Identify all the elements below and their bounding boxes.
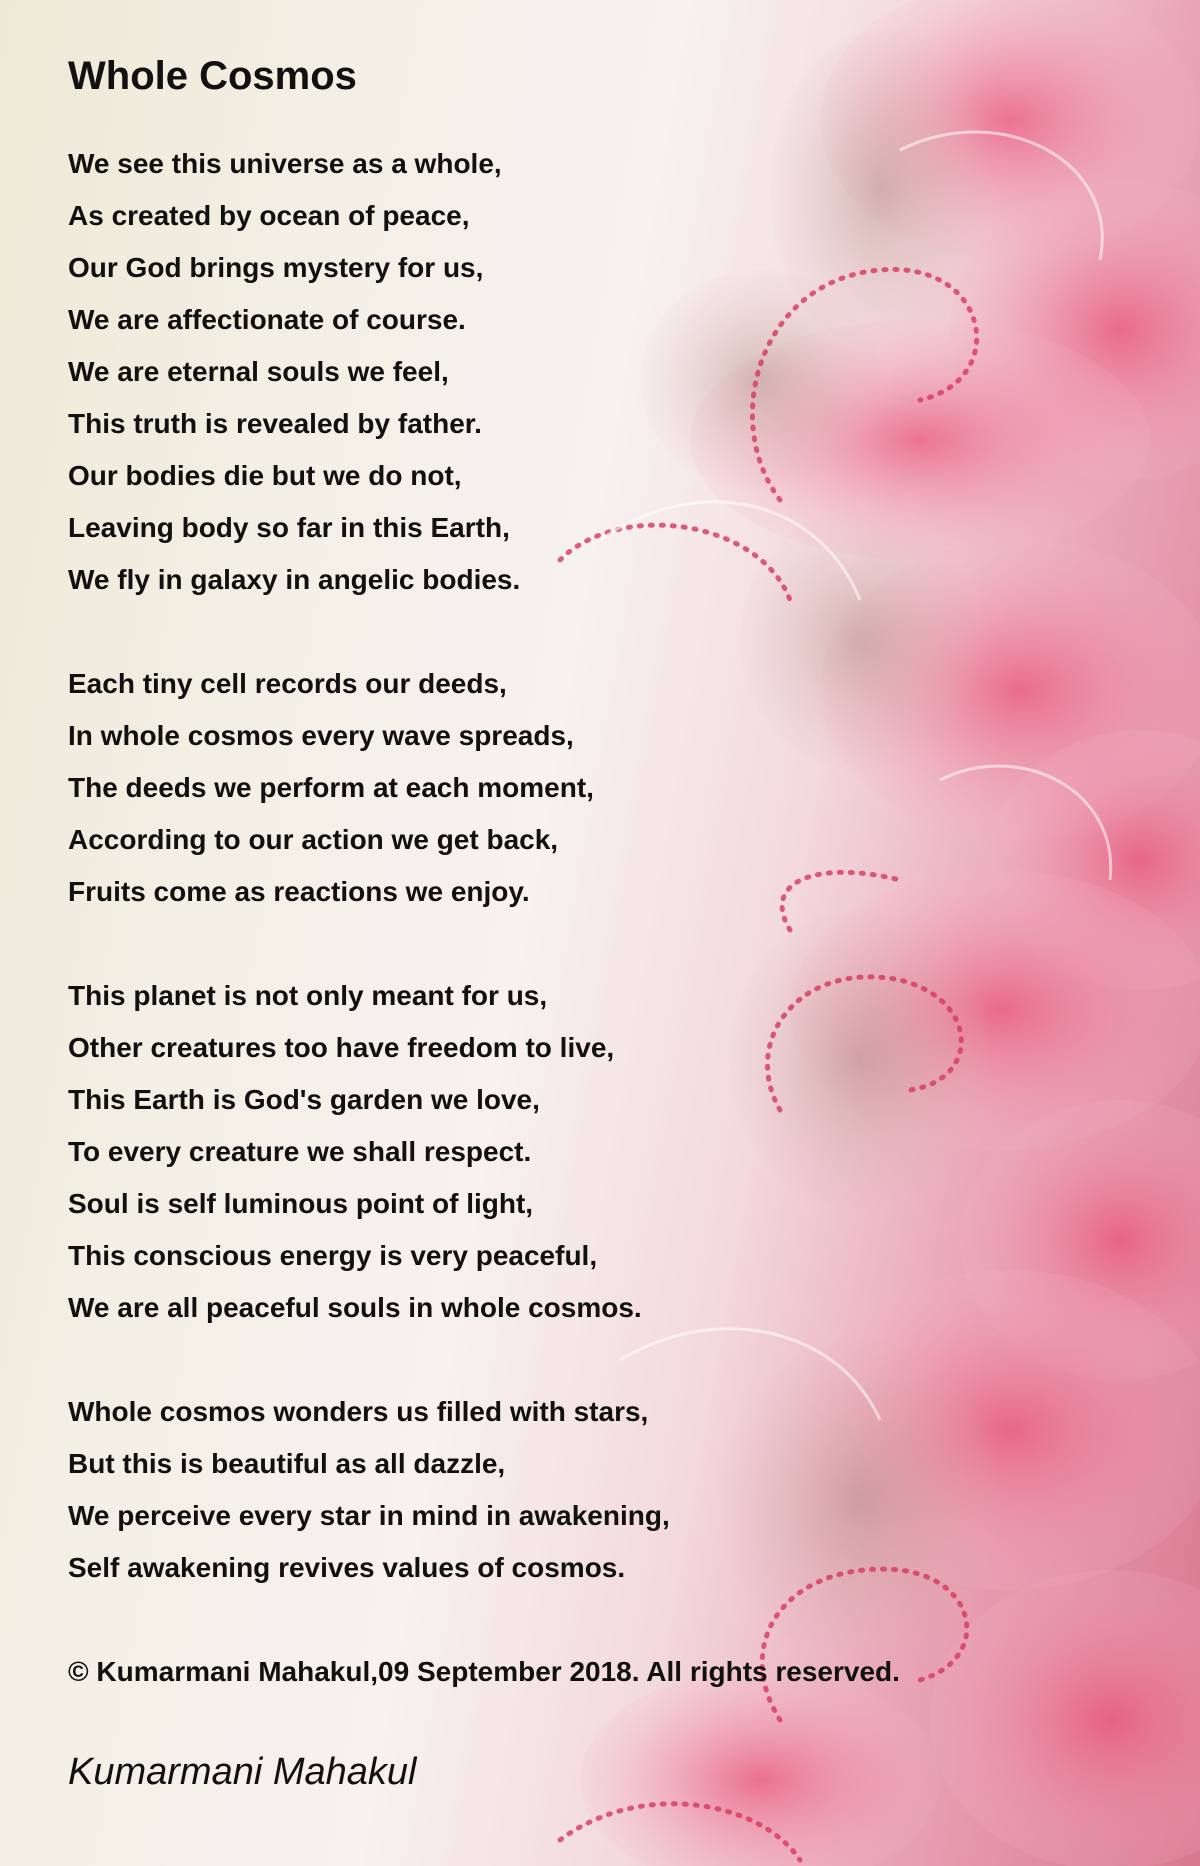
poem-line: Other creatures too have freedom to live,: [68, 1032, 615, 1063]
poem-line: According to our action we get back,: [68, 824, 559, 855]
poem-line: This conscious energy is very peaceful,: [68, 1240, 598, 1271]
poem-title: Whole Cosmos: [68, 54, 357, 98]
poem-line: We are affectionate of course.: [68, 304, 466, 335]
poem-line: But this is beautiful as all dazzle,: [68, 1448, 506, 1479]
poem-line: We are eternal souls we feel,: [68, 356, 449, 387]
stanza-1: [68, 138, 1128, 606]
poem-line: We are all peaceful souls in whole cosmos.: [68, 1292, 642, 1323]
stanza-2: [68, 658, 1128, 918]
poem-line: As created by ocean of peace,: [68, 200, 470, 231]
poem-line: This truth is revealed by father.: [68, 408, 482, 439]
poem-line: Fruits come as reactions we enjoy.: [68, 876, 530, 907]
poem-content: [68, 50, 1128, 1798]
poem-line: Leaving body so far in this Earth,: [68, 512, 510, 543]
poem-line: Each tiny cell records our deeds,: [68, 668, 507, 699]
poem-line: This planet is not only meant for us,: [68, 980, 548, 1011]
poem-line: Self awakening revives values of cosmos.: [68, 1552, 626, 1583]
stanza-3: [68, 970, 1128, 1334]
poem-line: We see this universe as a whole,: [68, 148, 502, 179]
poem-line: We perceive every star in mind in awakening,: [68, 1500, 670, 1531]
copyright-notice: © Kumarmani Mahakul,09 September 2018. All rights reserved.: [68, 1656, 900, 1687]
author-signature: Kumarmani Mahakul: [68, 1751, 417, 1793]
poem-line: The deeds we perform at each moment,: [68, 772, 594, 803]
poem-line: Soul is self luminous point of light,: [68, 1188, 534, 1219]
poem-line: Whole cosmos wonders us filled with stars,: [68, 1396, 649, 1427]
poem-line: Our bodies die but we do not,: [68, 460, 462, 491]
poem-line: In whole cosmos every wave spreads,: [68, 720, 574, 751]
stanza-4: [68, 1386, 1128, 1594]
poem-line: We fly in galaxy in angelic bodies.: [68, 564, 521, 595]
poem-line: Our God brings mystery for us,: [68, 252, 484, 283]
poem-line: This Earth is God's garden we love,: [68, 1084, 540, 1115]
poem-line: To every creature we shall respect.: [68, 1136, 532, 1167]
